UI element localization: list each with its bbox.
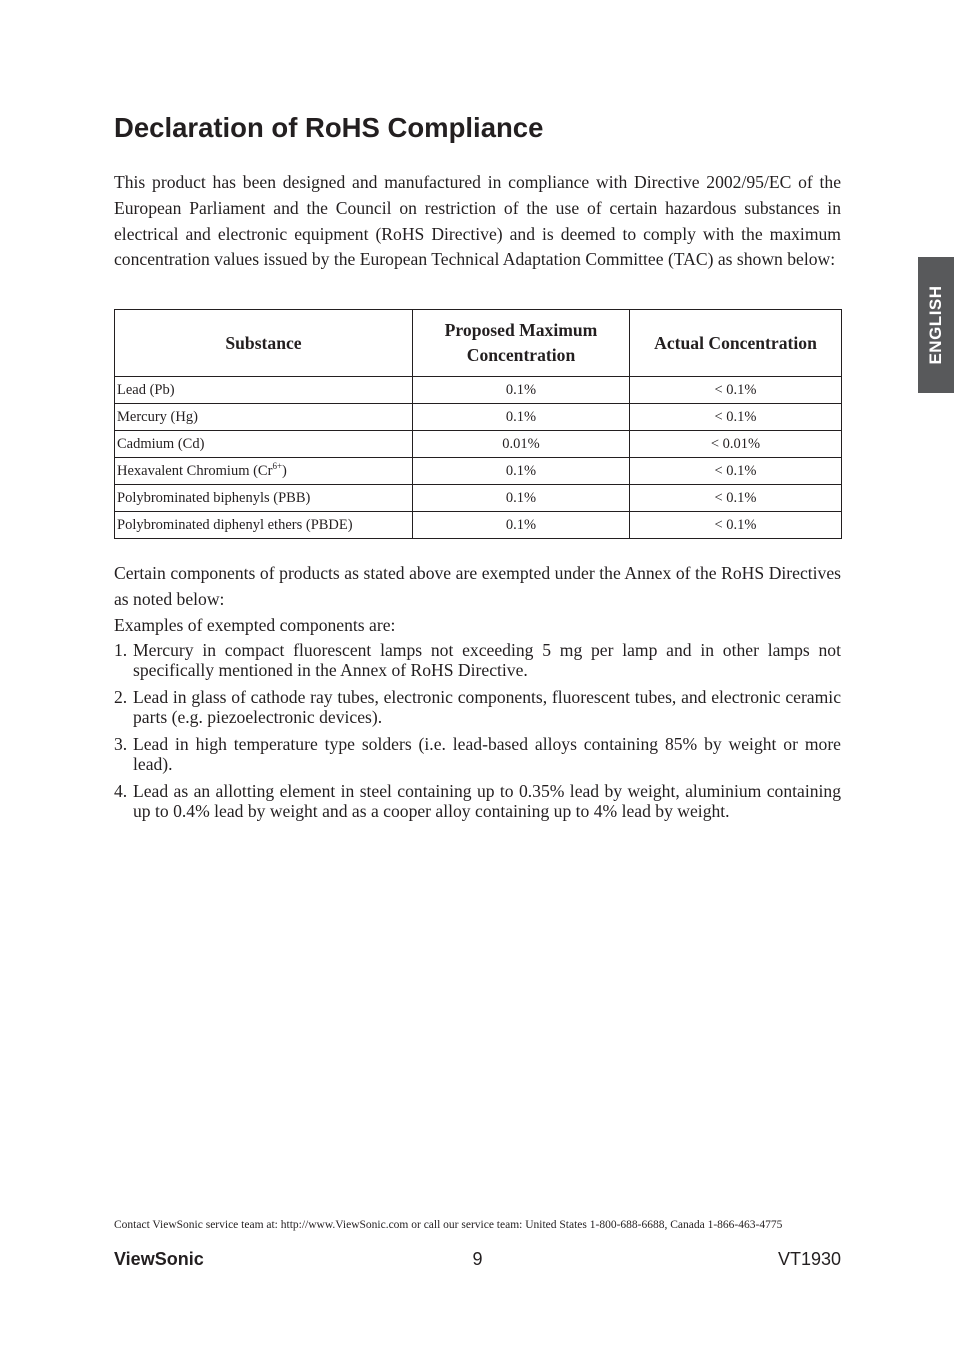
model-number: VT1930 — [777, 1249, 841, 1269]
proposed-cell: 0.1% — [413, 485, 630, 512]
page-footer — [114, 1249, 841, 1273]
list-text: Lead in glass of cathode ray tubes, electronic components, fluorescent tubes, and electronic ceramic parts (e.g. piezoelectronic devices). — [133, 687, 841, 727]
list-number: 2. — [114, 687, 128, 708]
substance-cell: Cadmium (Cd) — [115, 431, 413, 458]
intro-paragraph: This product has been designed and manufactured in compliance with Directive 2002/95/EC of the European Parliament and the Council on restriction of the use of certain hazardous substances in electrical and electronic equipment (RoHS Directive) and is deemed to comply with the maximum concentration values issued by the European Technical Adaptation Committee (TAC) as shown below: — [114, 172, 841, 270]
exemptions-section — [114, 561, 841, 829]
proposed-cell: 0.1% — [413, 512, 630, 539]
list-item — [114, 782, 841, 821]
header-substance: Substance — [115, 310, 413, 377]
rohs-table — [114, 309, 842, 539]
list-item — [114, 735, 841, 774]
table-row — [115, 377, 842, 404]
substance-cell — [115, 458, 413, 485]
language-tab — [918, 257, 954, 393]
proposed-cell: 0.1% — [413, 377, 630, 404]
header-proposed-max: Proposed Maximum Concentration — [413, 310, 630, 377]
page-number: 9 — [472, 1249, 483, 1269]
exemption-list — [114, 641, 841, 821]
language-tab-label: ENGLISH — [926, 285, 945, 365]
list-item — [114, 688, 841, 727]
table-row — [115, 458, 842, 485]
brand-name: ViewSonic — [114, 1249, 204, 1269]
actual-cell: < 0.01% — [630, 431, 842, 458]
actual-cell: < 0.1% — [630, 512, 842, 539]
actual-cell: < 0.1% — [630, 485, 842, 512]
list-number: 3. — [114, 734, 128, 755]
actual-cell: < 0.1% — [630, 377, 842, 404]
table-header-row — [115, 310, 842, 377]
substance-cell: Polybrominated diphenyl ethers (PBDE) — [115, 512, 413, 539]
proposed-cell: 0.01% — [413, 431, 630, 458]
table-row — [115, 431, 842, 458]
proposed-cell: 0.1% — [413, 404, 630, 431]
examples-heading: Examples of exempted components are: — [114, 614, 396, 635]
page-title: Declaration of RoHS Compliance — [114, 112, 544, 143]
table-row — [115, 485, 842, 512]
substance-cell: Lead (Pb) — [115, 377, 413, 404]
exemption-note: Certain components of products as stated above are exempted under the Annex of the RoHS Directives as noted below: — [114, 563, 841, 609]
table-row — [115, 404, 842, 431]
substance-name: Hexavalent Chromium (Cr — [117, 462, 273, 479]
substance-cell: Polybrominated biphenyls (PBB) — [115, 485, 413, 512]
contact-line: Contact ViewSonic service team at: http://www.ViewSonic.com or call our service team: United States 1-800-688-6688, Canada 1-866-463-4775 — [114, 1219, 783, 1231]
substance-cell: Mercury (Hg) — [115, 404, 413, 431]
substance-name-suffix: ) — [282, 462, 287, 479]
actual-cell: < 0.1% — [630, 404, 842, 431]
list-text: Mercury in compact fluorescent lamps not exceeding 5 mg per lamp and in other lamps not specifically mentioned in the Annex of RoHS Directive. — [133, 640, 841, 680]
table-row — [115, 512, 842, 539]
list-text: Lead in high temperature type solders (i.e. lead-based alloys containing 85% by weight or more lead). — [133, 734, 841, 774]
list-item — [114, 641, 841, 680]
header-actual: Actual Concentration — [630, 310, 842, 377]
list-number: 1. — [114, 640, 128, 661]
proposed-cell: 0.1% — [413, 458, 630, 485]
list-number: 4. — [114, 781, 128, 802]
oxidation-state-superscript: 6+ — [272, 460, 283, 471]
list-text: Lead as an allotting element in steel containing up to 0.35% lead by weight, aluminium containing up to 0.4% lead by weight and as a cooper alloy containing up to 4% lead by weight. — [133, 781, 841, 821]
actual-cell: < 0.1% — [630, 458, 842, 485]
